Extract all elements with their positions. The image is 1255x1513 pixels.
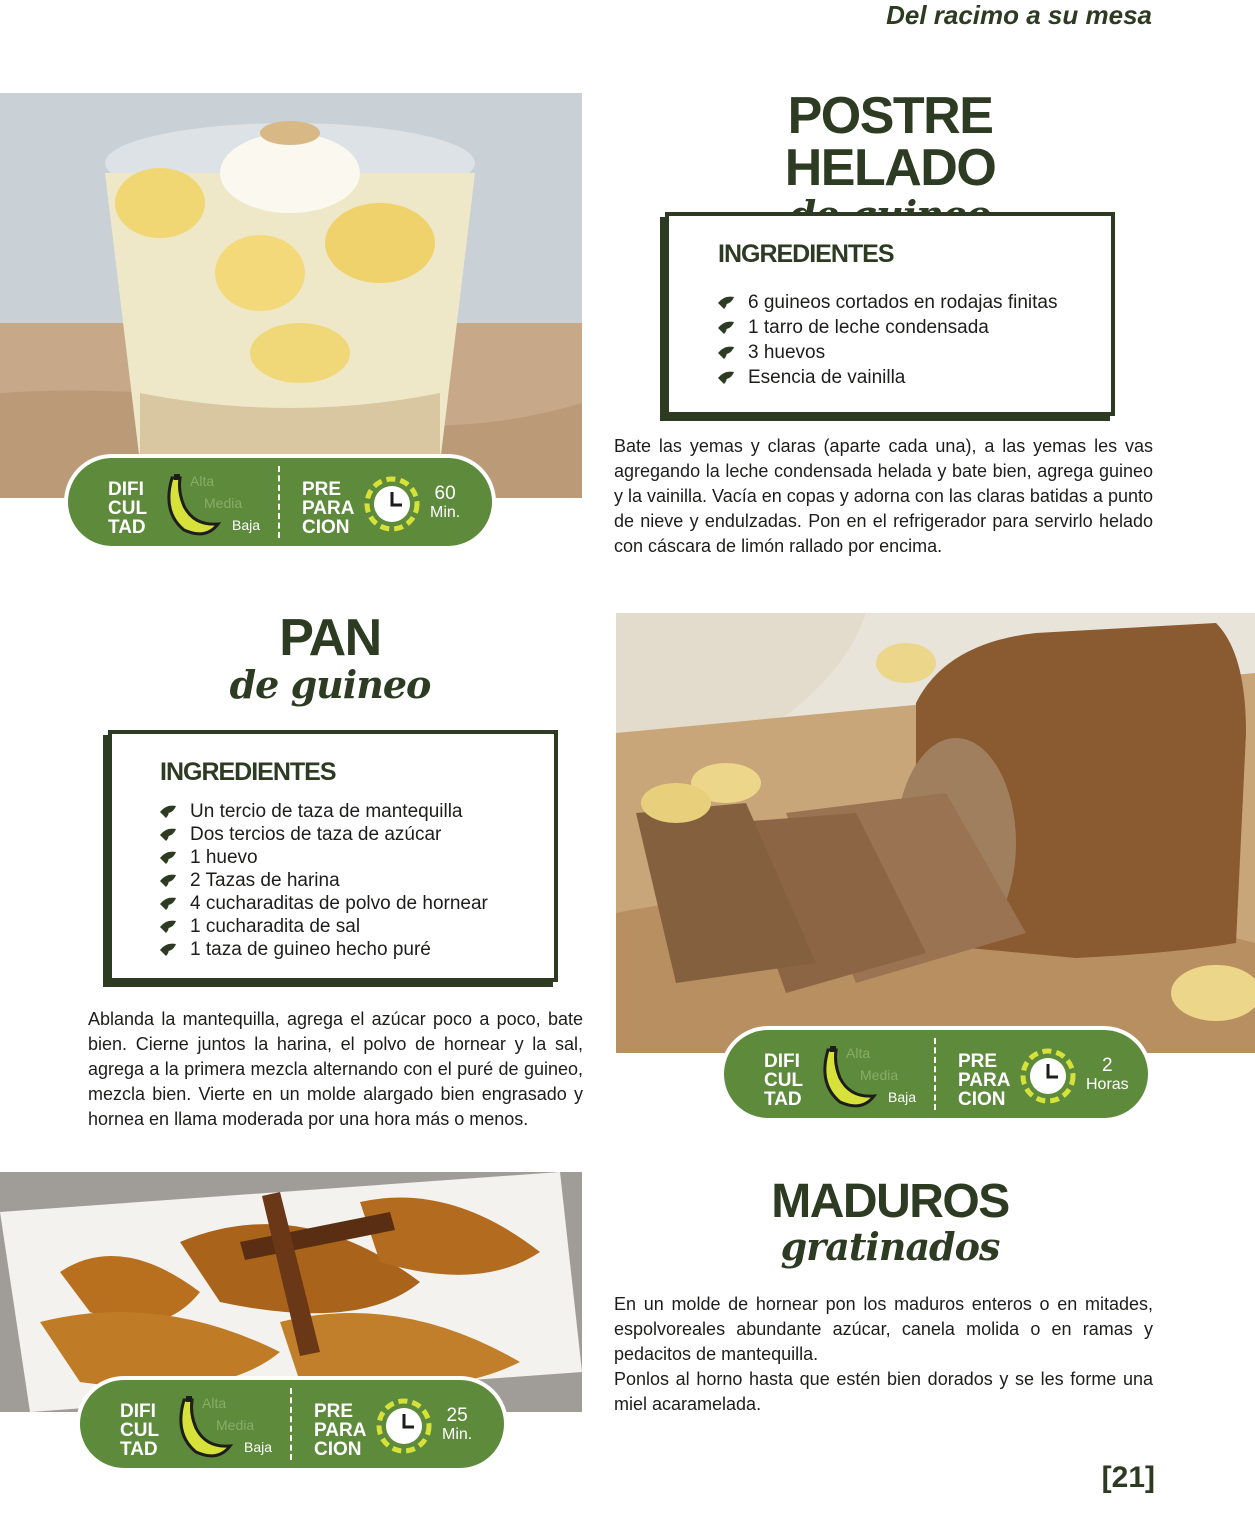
ingredients-heading: INGREDIENTES xyxy=(718,240,894,268)
difficulty-label: DIFI CUL TAD xyxy=(764,1051,804,1110)
leaf-bullet-icon xyxy=(716,370,736,386)
leaf-bullet-icon xyxy=(158,827,178,843)
clock-icon xyxy=(1018,1046,1078,1111)
postre-helado-photo xyxy=(0,93,582,498)
ingredients-heading: INGREDIENTES xyxy=(160,758,336,786)
prep-time: 60 Min. xyxy=(430,483,461,521)
leaf-bullet-icon xyxy=(158,804,178,820)
difficulty-label: DIFI CUL TAD xyxy=(120,1401,160,1460)
leaf-bullet-icon xyxy=(158,896,178,912)
preparation-label: PRE PARA CION xyxy=(958,1051,1011,1110)
leaf-bullet-icon xyxy=(716,295,736,311)
recipe-3-instructions: En un molde de hornear pon los maduros enteros o en mitades, espolvoreales abundante azúcar, canela molida o en ramas y pedacitos de mantequilla. Ponlos al horno hasta que estén bien dorados y se les forme una miel acaramelada. xyxy=(614,1294,1153,1414)
recipe-2-instructions: Ablanda la mantequilla, agrega el azúcar poco a poco, bate bien. Cierne juntos la harina, el polvo de hornear y la sal, agrega a la primera mezcla alternando con el puré de guineo, mezcla bien. Vierte en un molde alargado bien engrasado y hornea en llama moderada por una hora más o menos. xyxy=(88,1009,583,1129)
leaf-bullet-icon xyxy=(716,320,736,336)
recipe-3-badge: DIFI CUL TAD Alta Media Baja PRE PARA CION 25 Min. xyxy=(76,1376,508,1472)
ingredient-item: Dos tercios de taza de azúcar xyxy=(158,823,488,846)
ingredient-item: Esencia de vainilla xyxy=(716,365,1057,390)
page-number: [21] xyxy=(1101,1461,1155,1494)
preparation-label: PRE PARA CION xyxy=(314,1401,367,1460)
recipe-1-instructions: Bate las yemas y claras (aparte cada una), a las yemas les vas agregando la leche condensada helada y bate bien, agrega guineo y la vainilla. Vacía en copas y adorna con las claras batidas a punto de nieve y endulzadas. Pon en el refrigerador para servirlo helado con cáscara de limón rallado por encima. xyxy=(614,436,1153,556)
ingredient-item: 1 cucharadita de sal xyxy=(158,915,488,938)
ingredient-item: 1 huevo xyxy=(158,846,488,869)
ingredient-item: 1 tarro de leche condensada xyxy=(716,315,1057,340)
ingredient-item: 1 taza de guineo hecho puré xyxy=(158,938,488,961)
badge-divider xyxy=(290,1388,292,1460)
prep-time: 2 Horas xyxy=(1086,1055,1129,1093)
leaf-bullet-icon xyxy=(158,850,178,866)
ingredient-item: 2 Tazas de harina xyxy=(158,869,488,892)
recipe-1-title: POSTRE HELADO xyxy=(784,87,996,197)
badge-divider xyxy=(278,466,280,538)
recipe-3-title: MADUROS gratinados xyxy=(771,1175,1009,1269)
recipe-2-title: PAN de guineo xyxy=(229,609,431,707)
recipe-2-ingredients xyxy=(158,800,488,961)
difficulty-label: DIFI CUL TAD xyxy=(108,479,148,538)
ingredient-item: 3 huevos xyxy=(716,340,1057,365)
leaf-bullet-icon xyxy=(158,919,178,935)
ingredient-item: Un tercio de taza de mantequilla xyxy=(158,800,488,823)
preparation-label: PRE PARA CION xyxy=(302,479,355,538)
ingredient-item: 6 guineos cortados en rodajas finitas xyxy=(716,290,1057,315)
leaf-bullet-icon xyxy=(158,873,178,889)
ingredient-item: 4 cucharaditas de polvo de hornear xyxy=(158,892,488,915)
prep-time: 25 Min. xyxy=(442,1405,473,1443)
clock-icon xyxy=(362,474,422,539)
recipe-1-badge: DIFI CUL TAD Alta Media Baja PRE PARA CION 60 Min. xyxy=(64,454,496,550)
badge-divider xyxy=(934,1038,936,1110)
leaf-bullet-icon xyxy=(716,345,736,361)
recipe-1-ingredients xyxy=(716,290,1057,390)
clock-icon xyxy=(374,1396,434,1461)
leaf-bullet-icon xyxy=(158,942,178,958)
recipe-2-badge: DIFI CUL TAD Alta Media Baja PRE PARA CION 2 Horas xyxy=(720,1026,1152,1122)
magazine-section-title: Del racimo a su mesa xyxy=(886,0,1152,30)
pan-de-guineo-photo xyxy=(616,613,1255,1053)
